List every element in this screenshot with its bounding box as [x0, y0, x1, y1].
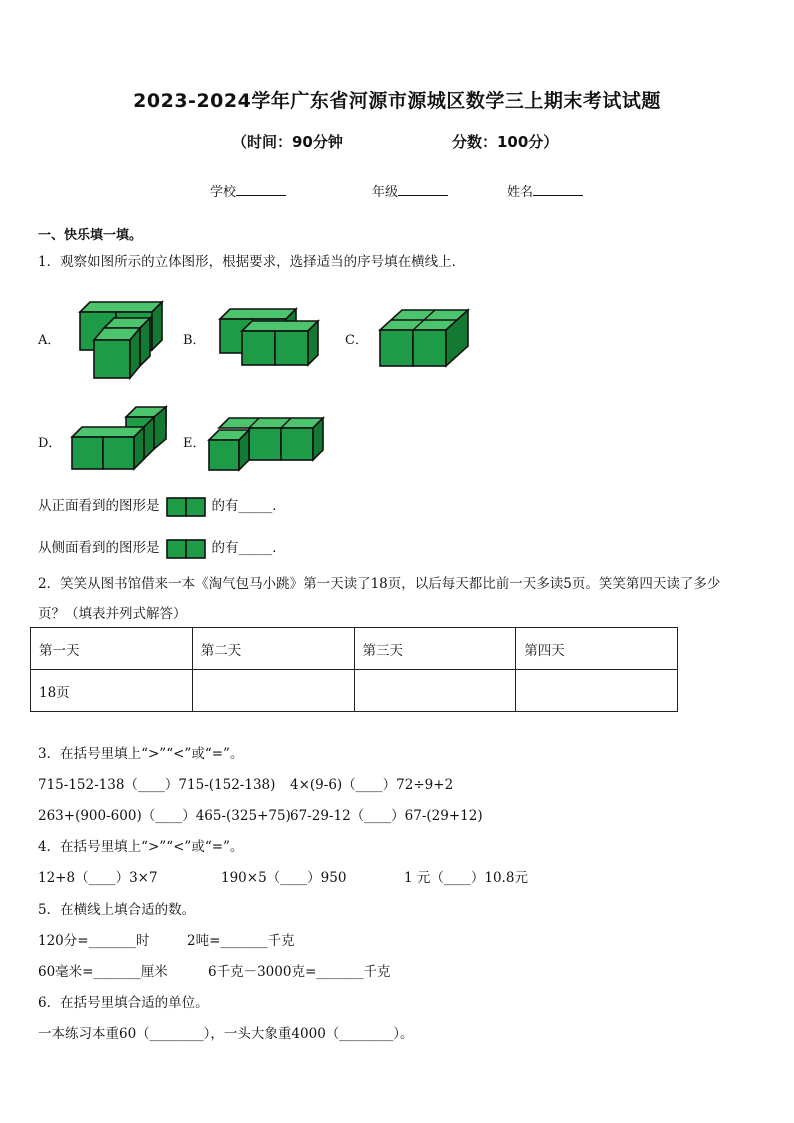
front-view-blank[interactable]: 的有_____． — [211, 498, 286, 514]
school-blank[interactable] — [236, 182, 286, 196]
table-cell: 18页 — [31, 670, 193, 712]
two-squares-icon — [166, 539, 206, 559]
table-header-cell: 第三天 — [354, 628, 516, 670]
table-row — [31, 670, 678, 712]
question-5-text: 5．在横线上填合适的数。 — [38, 902, 196, 918]
side-view-text: 从侧面看到的图形是 — [38, 540, 160, 556]
table-header-cell: 第四天 — [516, 628, 678, 670]
compare-item[interactable]: 4×(9-6)（____）72÷9+2 — [290, 777, 454, 793]
grade-field[interactable] — [372, 181, 448, 200]
name-blank[interactable] — [533, 182, 583, 196]
section-heading: 一、快乐填一填。 — [38, 228, 143, 243]
table-header-row — [31, 628, 678, 670]
figure-label-a: A． — [38, 333, 61, 348]
side-view-question — [38, 536, 286, 559]
conversion-item[interactable]: 2吨=_______千克 — [187, 933, 295, 949]
cube-figure-a-icon — [76, 298, 176, 382]
figure-label-c: C． — [345, 333, 368, 348]
question-2-line1: 2．笑笑从图书馆借来一本《淘气包马小跳》第一天读了18页，以后每天都比前一天多读5页。笑笑第四天读了多少 — [38, 576, 721, 592]
table-cell-blank[interactable] — [192, 670, 354, 712]
question-6-text: 6．在括号里填合适的单位。 — [38, 995, 209, 1011]
cube-figure-d-icon — [68, 405, 170, 473]
compare-item[interactable]: 190×5（____）950 — [221, 870, 347, 886]
reading-table — [30, 627, 678, 712]
exam-time: （时间：90分钟 — [232, 133, 343, 151]
table-cell-blank[interactable] — [516, 670, 678, 712]
school-label: 学校 — [210, 185, 237, 200]
school-field[interactable] — [210, 181, 286, 200]
unit-item[interactable]: 一本练习本重60（________），一头大象重4000（________）。 — [38, 1026, 414, 1042]
table-header-cell: 第二天 — [192, 628, 354, 670]
conversion-item[interactable]: 60毫米=_______厘米 — [38, 964, 168, 980]
cube-figure-e-icon — [205, 414, 327, 474]
side-view-blank[interactable]: 的有_____． — [211, 540, 286, 556]
cube-figure-c-icon — [378, 308, 472, 370]
question-4-text: 4．在括号里填上“>”“<”或“=”。 — [38, 839, 244, 855]
grade-label: 年级 — [372, 185, 399, 200]
table-cell-blank[interactable] — [354, 670, 516, 712]
conversion-item[interactable]: 120分=_______时 — [38, 933, 150, 949]
compare-item[interactable]: 67-29-12（____）67-(29+12) — [290, 808, 483, 824]
conversion-item[interactable]: 6千克－3000克=_______千克 — [208, 964, 391, 980]
question-2-line2: 页？（填表并列式解答） — [38, 606, 187, 622]
two-squares-icon — [166, 497, 206, 517]
question-3-text: 3．在括号里填上“>”“<”或“=”。 — [38, 746, 244, 762]
figure-label-d: D． — [38, 436, 62, 451]
name-field[interactable] — [507, 181, 583, 200]
compare-item[interactable]: 12+8（____）3×7 — [38, 870, 158, 886]
table-header-cell: 第一天 — [31, 628, 193, 670]
cube-figure-b-icon — [216, 307, 322, 369]
figure-label-b: B． — [183, 333, 206, 348]
compare-item[interactable]: 263+(900-600)（____）465-(325+75) — [38, 808, 291, 824]
front-view-text: 从正面看到的图形是 — [38, 498, 160, 514]
page-title: 2023-2024学年广东省河源市源城区数学三上期末考试试题 — [133, 90, 661, 112]
front-view-question — [38, 494, 286, 517]
question-1-text: 1．观察如图所示的立体图形，根据要求，选择适当的序号填在横线上． — [38, 254, 466, 270]
exam-score: 分数：100分） — [452, 133, 559, 151]
grade-blank[interactable] — [398, 182, 448, 196]
compare-item[interactable]: 1 元（____）10.8元 — [404, 870, 528, 886]
figure-label-e: E． — [183, 436, 206, 451]
name-label: 姓名 — [507, 185, 534, 200]
compare-item[interactable]: 715-152-138（____）715-(152-138) — [38, 777, 276, 793]
